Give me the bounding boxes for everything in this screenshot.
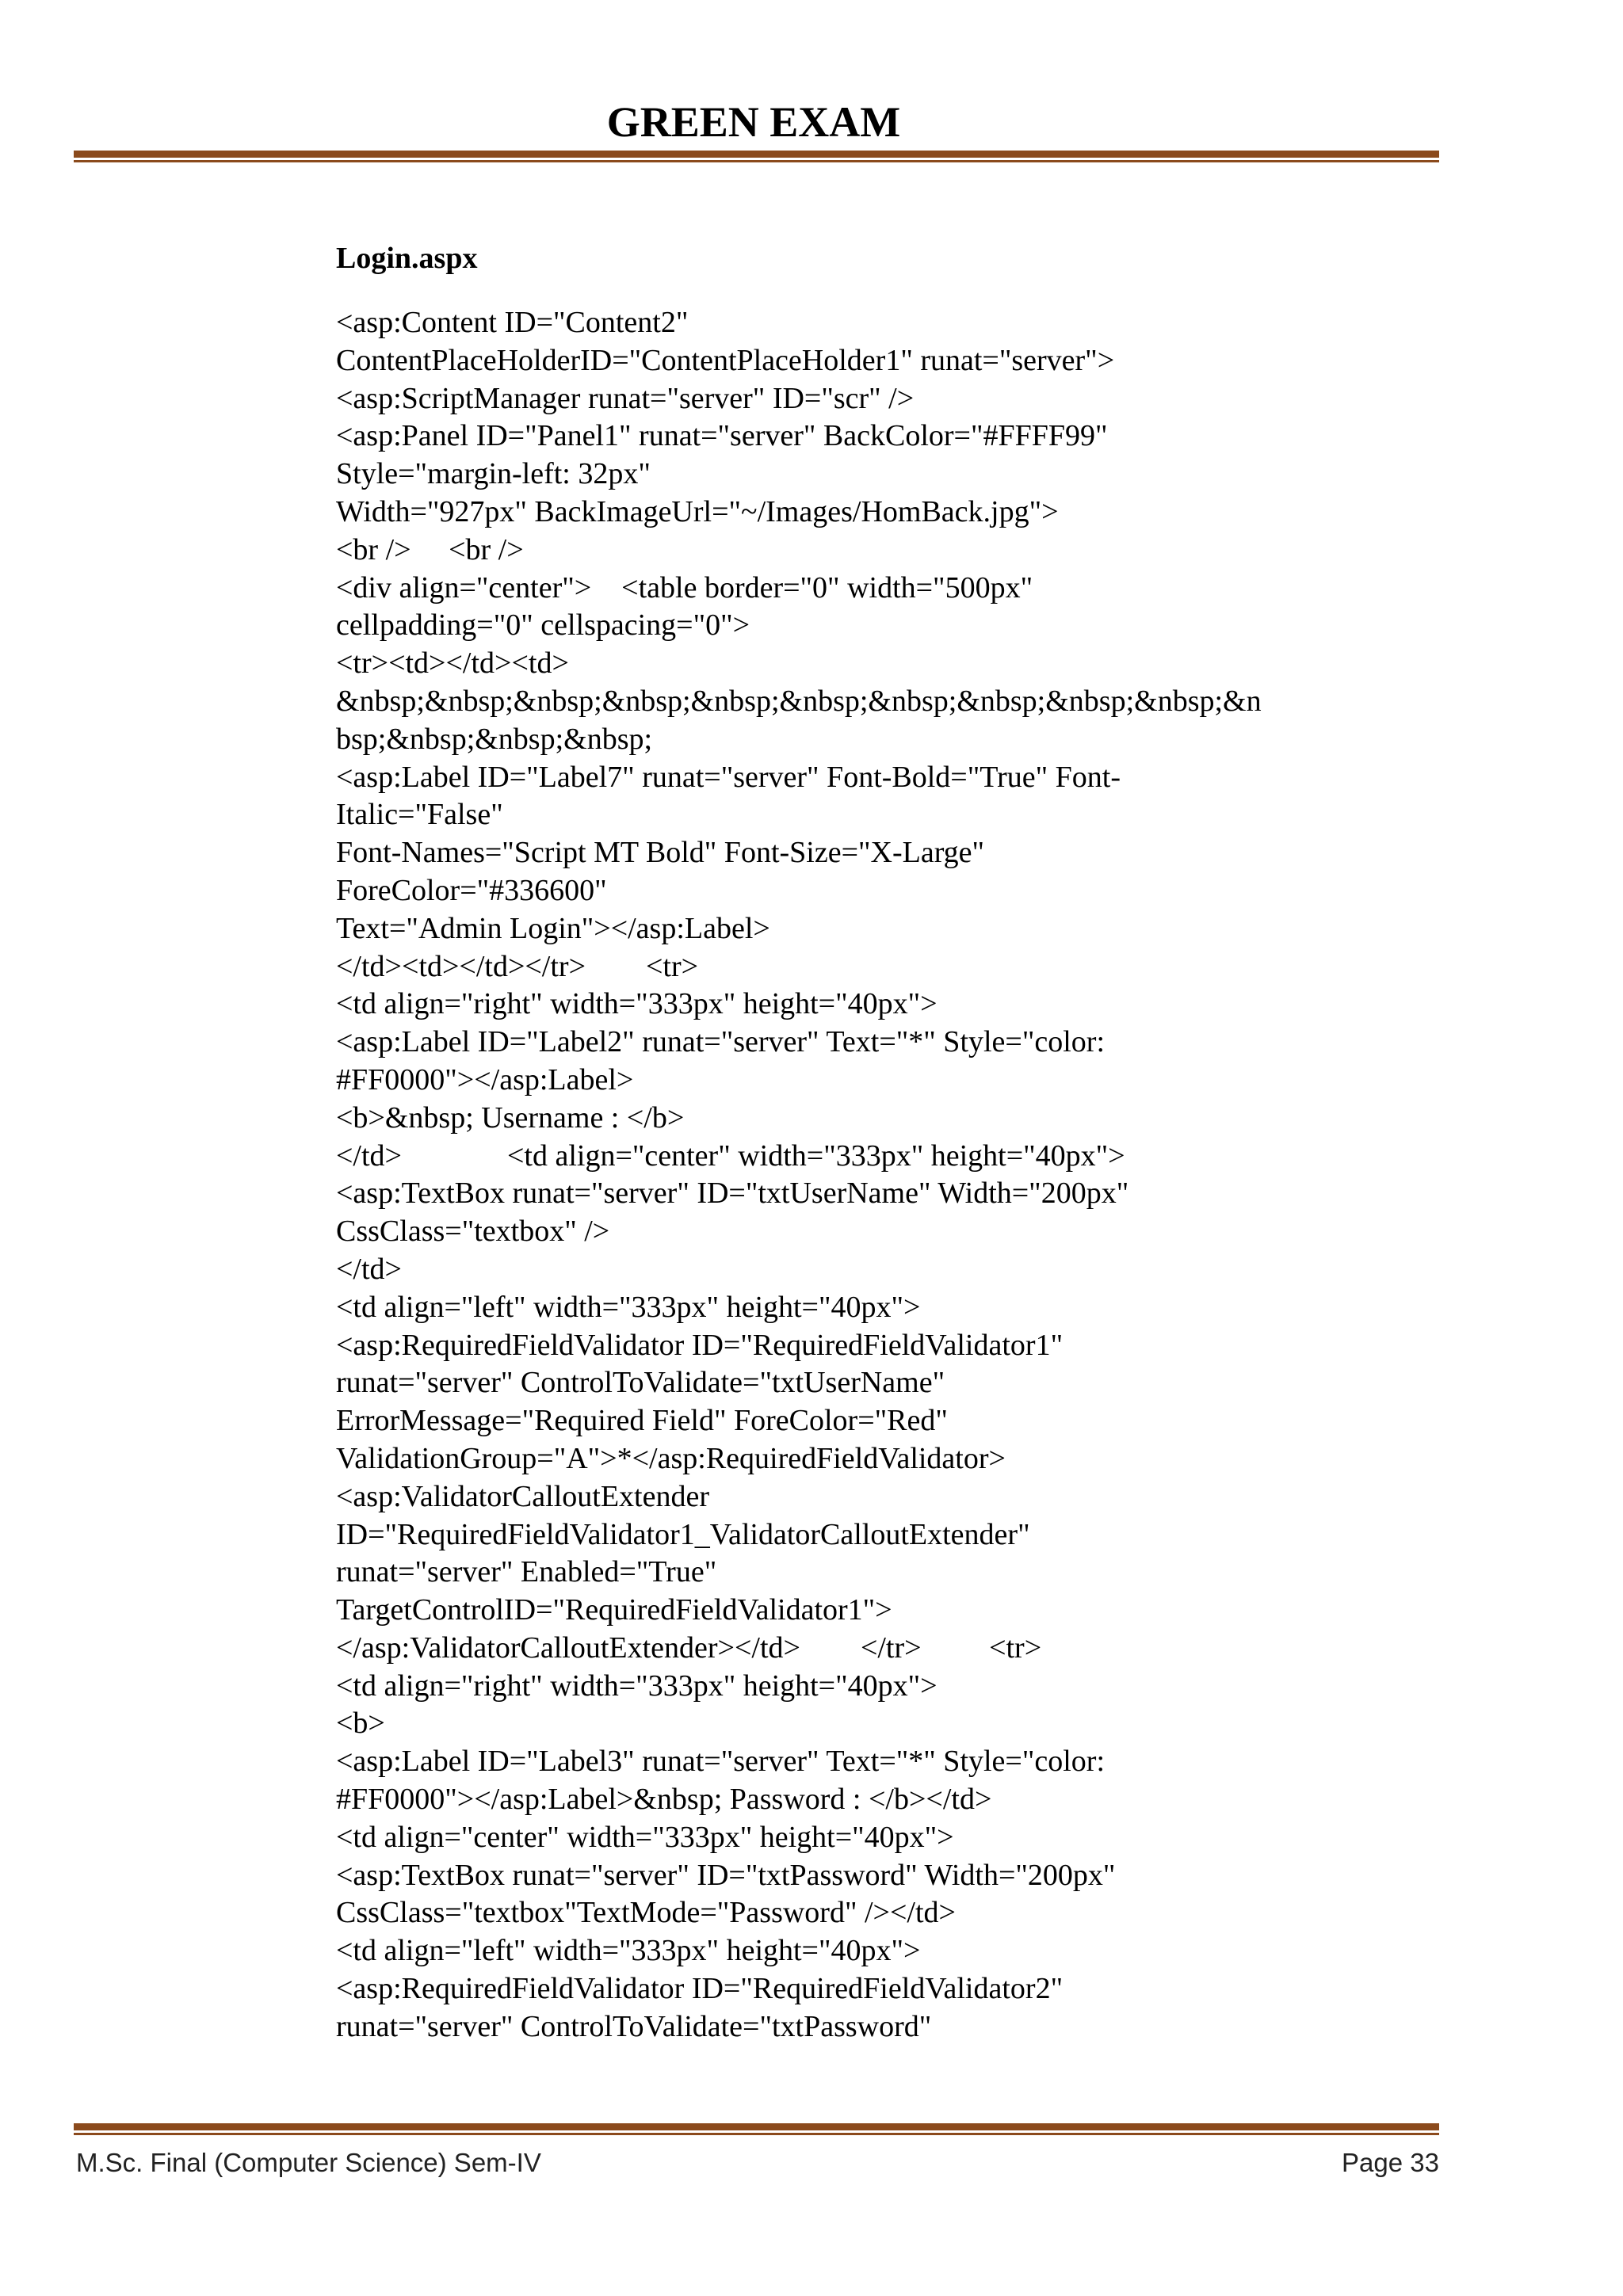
code-line: <asp:Label ID="Label7" runat="server" Font-Bold="True" Font- bbox=[336, 760, 1121, 794]
code-line: <asp:RequiredFieldValidator ID="RequiredFieldValidator2" bbox=[336, 1972, 1064, 2006]
code-line: ID="RequiredFieldValidator1_ValidatorCalloutExtender" bbox=[336, 1517, 1030, 1551]
code-line: <b> bbox=[336, 1707, 385, 1741]
code-line: <asp:Panel ID="Panel1" runat="server" BackColor="#FFFF99" bbox=[336, 419, 1108, 453]
code-line: <tr><td></td><td> bbox=[336, 646, 569, 681]
code-line: runat="server" ControlToValidate="txtUserName" bbox=[336, 1366, 945, 1400]
footer-rule bbox=[74, 2123, 1439, 2135]
code-line: runat="server" ControlToValidate="txtPassword" bbox=[336, 2009, 932, 2043]
code-line: cellpadding="0" cellspacing="0"> bbox=[336, 608, 750, 643]
code-line: <div align="center"> <table border="0" width="500px" bbox=[336, 570, 1033, 605]
code-line: #FF0000"></asp:Label>&nbsp; Password : </b></td> bbox=[336, 1783, 992, 1817]
code-line: ErrorMessage="Required Field" ForeColor="Red" bbox=[336, 1404, 948, 1438]
code-line: ForeColor="#336600" bbox=[336, 873, 607, 907]
code-line: ValidationGroup="A">*</asp:RequiredFieldValidator> bbox=[336, 1441, 1006, 1475]
code-line: <asp:Label ID="Label2" runat="server" Text="*" Style="color: bbox=[336, 1025, 1106, 1059]
code-line: <asp:TextBox runat="server" ID="txtPassword" Width="200px" bbox=[336, 1858, 1116, 1892]
code-line: <br /> <br /> bbox=[336, 532, 524, 566]
code-line: <asp:RequiredFieldValidator ID="RequiredFieldValidator1" bbox=[336, 1328, 1064, 1362]
code-line: Style="margin-left: 32px" bbox=[336, 457, 651, 491]
code-line: <asp:Label ID="Label3" runat="server" Text="*" Style="color: bbox=[336, 1745, 1106, 1779]
code-line: Italic="False" bbox=[336, 798, 503, 832]
code-line: <asp:Content ID="Content2" bbox=[336, 306, 689, 339]
code-line: CssClass="textbox" /> bbox=[336, 1215, 610, 1249]
code-line: Text="Admin Login"></asp:Label> bbox=[336, 911, 770, 945]
code-line: &nbsp;&nbsp;&nbsp;&nbsp;&nbsp;&nbsp;&nbsp;&nbsp;&nbsp;&nbsp;&n bbox=[336, 684, 1262, 718]
code-line: </asp:ValidatorCalloutExtender></td> </tr> <tr> bbox=[336, 1630, 1042, 1665]
code-line: <td align="right" width="333px" height="40px"> bbox=[336, 987, 938, 1021]
code-line: Font-Names="Script MT Bold" Font-Size="X-Large" bbox=[336, 836, 985, 870]
code-line: runat="server" Enabled="True" bbox=[336, 1555, 717, 1589]
section-title: Login.aspx bbox=[336, 242, 478, 275]
header-rule bbox=[74, 151, 1439, 162]
code-line: #FF0000"></asp:Label> bbox=[336, 1062, 634, 1097]
code-line: <td align="left" width="333px" height="40px"> bbox=[336, 1934, 921, 1968]
code-line: CssClass="textbox"TextMode="Password" /></td> bbox=[336, 1896, 956, 1930]
code-line: <td align="left" width="333px" height="40px"> bbox=[336, 1290, 921, 1324]
code-listing bbox=[336, 304, 1461, 2046]
code-line: ContentPlaceHolderID="ContentPlaceHolder1" runat="server"> bbox=[336, 343, 1115, 377]
code-line: <asp:ValidatorCalloutExtender bbox=[336, 1479, 709, 1513]
code-line: </td><td></td></tr> <tr> bbox=[336, 949, 699, 983]
code-line: </td> <td align="center" width="333px" height="40px"> bbox=[336, 1138, 1125, 1173]
code-line: </td> bbox=[336, 1252, 402, 1286]
footer-course-label: M.Sc. Final (Computer Science) Sem-IV bbox=[76, 2148, 541, 2177]
document-body bbox=[336, 236, 1461, 2046]
footer-page-number: Page 33 bbox=[1342, 2148, 1439, 2177]
code-line: <td align="right" width="333px" height="40px"> bbox=[336, 1669, 938, 1703]
code-line: bsp;&nbsp;&nbsp;&nbsp; bbox=[336, 722, 653, 756]
code-line: TargetControlID="RequiredFieldValidator1"> bbox=[336, 1593, 892, 1627]
page-header-title: GREEN EXAM bbox=[606, 98, 901, 146]
code-line: <asp:TextBox runat="server" ID="txtUserName" Width="200px" bbox=[336, 1177, 1129, 1211]
code-line: Width="927px" BackImageUrl="~/Images/HomBack.jpg"> bbox=[336, 494, 1059, 528]
code-line: <asp:ScriptManager runat="server" ID="scr" /> bbox=[336, 381, 915, 415]
code-line: <b>&nbsp; Username : </b> bbox=[336, 1100, 685, 1135]
code-line: <td align="center" width="333px" height="40px"> bbox=[336, 1820, 954, 1854]
